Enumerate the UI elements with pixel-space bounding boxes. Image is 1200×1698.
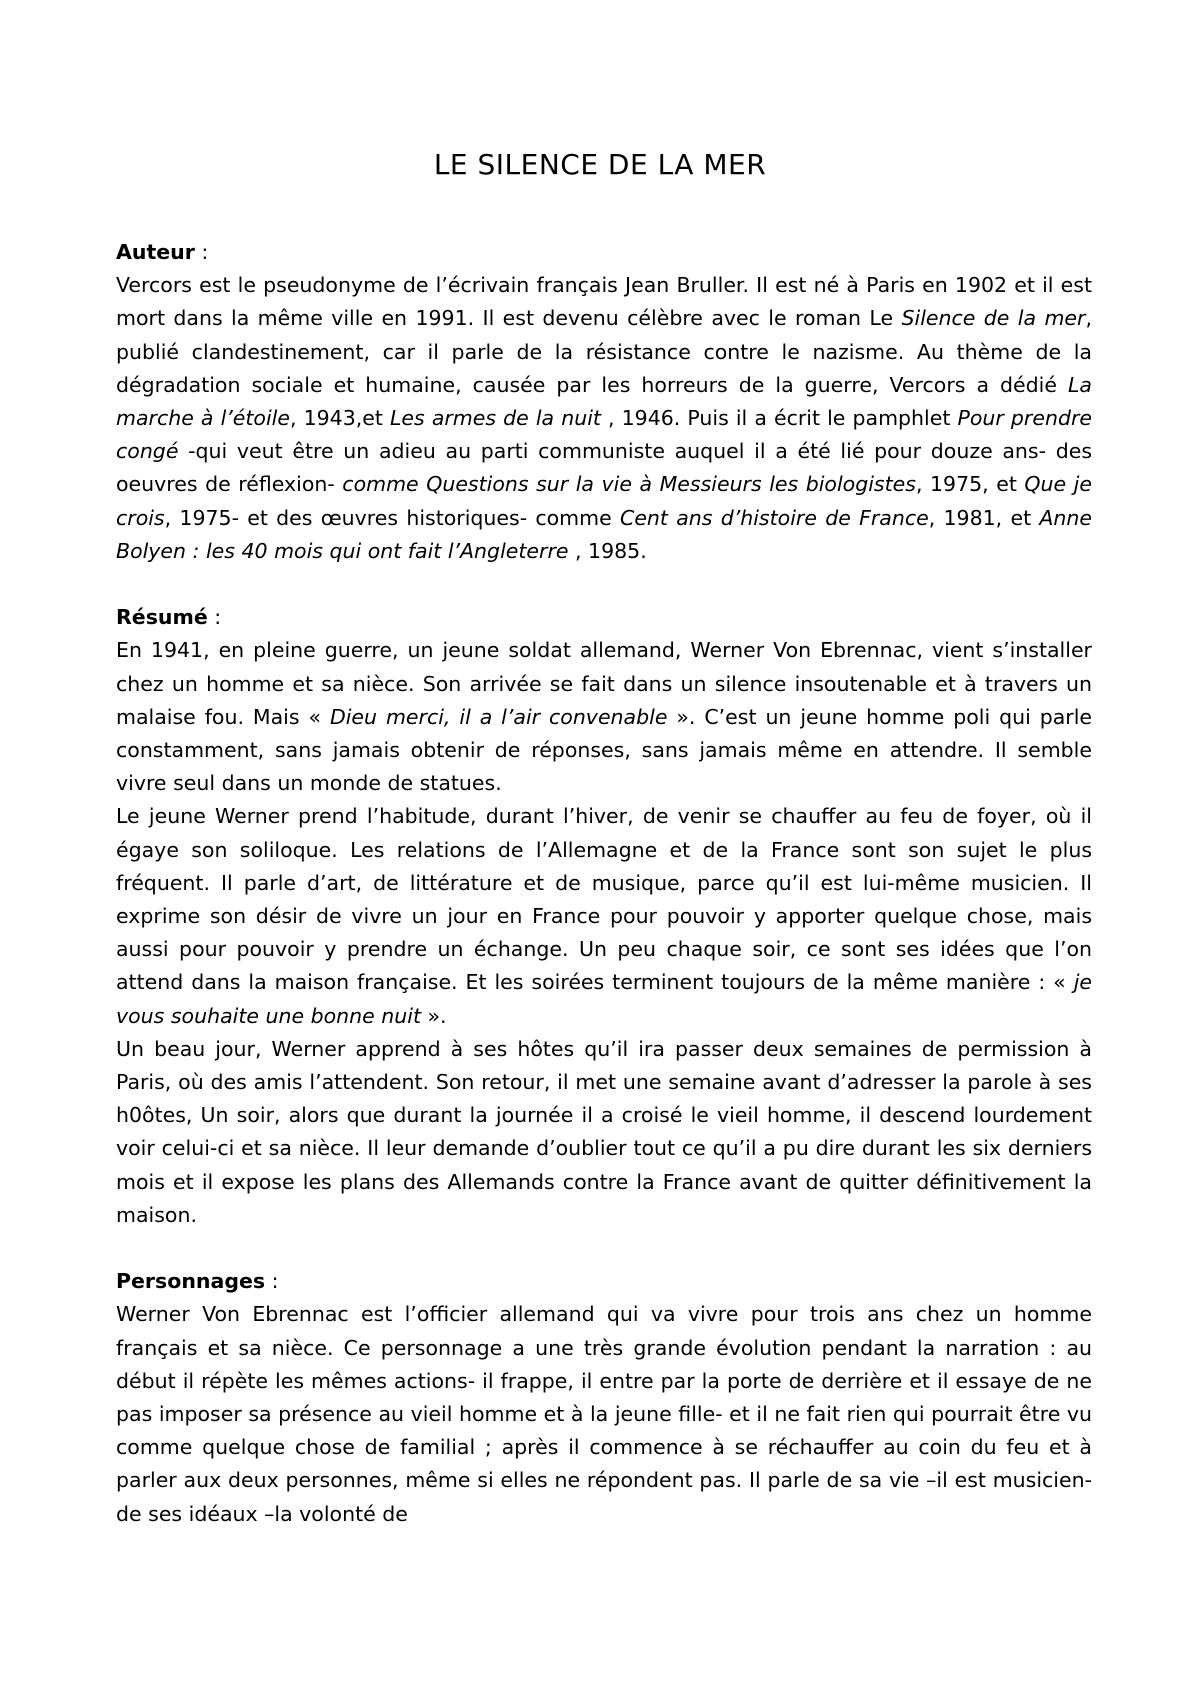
italic-text: Cent ans d’histoire de France [620,505,929,530]
paragraph-resume-1 [116,634,1092,800]
text-run: , 1975, et [915,472,1025,497]
text-run: , 1981, et [928,505,1040,530]
section-heading-resume [116,601,1092,634]
heading-colon: : [194,240,209,264]
text-run: Un beau jour, Werner apprend à ses hôtes qu’il ira passer deux semaines de permission à Paris, où des amis l’attendent. Son retour, il met une semaine avant d’adresser la parole à ses h0ôtes, Un soir, alors que durant la journée il a croisé le vieil homme, il descend lourdement voir celui-ci et sa nièce. Il leur demande d’oublier tout ce qu’il a pu dire durant les six derniers mois et il expose les plans des Allemands contre la France avant de quitter définitivement la maison. [116,1036,1092,1227]
paragraph-resume-3 [116,1033,1092,1232]
italic-text: Que je crois [116,472,1092,530]
heading-colon: : [265,1269,279,1294]
paragraph-gap [116,568,1092,601]
section-heading-personnages [116,1265,1092,1298]
paragraph-resume-2 [116,800,1092,1032]
text-run: Le jeune Werner prend l’habitude, durant l’hiver, de venir se chauffer au feu de foyer, où il égaye son soliloque. Les relations de l’Allemagne et de la France sont son sujet le plus fréquent. Il parle d’art, de littérature et de musique, parce qu’il est lui-même musicien. Il exprime son désir de vivre un jour en France pour pouvoir y apporter quelque chose, mais aussi pour pouvoir y prendre un échange. Un peu chaque soir, ce sont ses idées que l’on attend dans la maison française. Et les soirées terminent toujours de la même manière : « [116,804,1092,995]
paragraph-gap [116,1232,1092,1265]
section-personnages [116,1265,1092,1531]
text-run: , 1946. Puis il a écrit le pamphlet [600,406,958,431]
paragraph-personnages [116,1298,1092,1530]
text-run: ». C’est un jeune homme poli qui parle constamment, sans jamais obtenir de réponses, sans jamais même en attendre. Il semble vivre seul dans un monde de statues. [116,704,1093,796]
text-run: Vercors est le pseudonyme de l’écrivain français Jean Bruller. Il est né à Paris en 1902 et il est mort dans la même ville en 1991. Il est devenu célèbre avec le roman Le [116,273,1092,331]
italic-text: Dieu merci, il a l’air convenable [329,704,668,729]
text-run: Werner Von Ebrennac est l’officier allemand qui va vivre pour trois ans chez un homme français et sa nièce. Ce personnage a une très grande évolution pendant la narration : au début il répète les mêmes actions- il frappe, il entre par la porte de derrière et il essaye de ne pas imposer sa présence au vieil homme et à la jeune fille- et il ne fait rien qui pourrait être vu comme quelque chose de familial ; après il commence à se réchauffer au coin du feu et à parler aux deux personnes, même si elles ne répondent pas. Il parle de sa vie –il est musicien- de ses idéaux –la volonté de [116,1302,1092,1526]
text-run: , publié clandestinement, car il parle de la résistance contre le nazisme. Au thème de la dégradation sociale et humaine, causée par les horreurs de la guerre, Vercors a dédié [116,306,1092,397]
text-run: , 1985. [568,538,647,563]
heading-text: Personnages [116,1269,266,1294]
italic-text: La marche à l’étoile [116,372,1092,431]
heading-text: Résumé [116,605,208,630]
document-title: LE SILENCE DE LA MER [433,148,767,181]
italic-text: Silence de la mer [901,306,1086,331]
italic-text: comme Questions sur la vie à Messieurs les biologistes [342,472,916,497]
text-run: , 1975- et des œuvres historiques- comme [164,505,620,530]
italic-text: je vous souhaite une bonne nuit [116,970,1092,1028]
text-run: , 1943,et [289,406,391,431]
text-run: -qui veut être un adieu au parti communiste auquel il a été lié pour douze ans- des oeuvres de réflexion- [116,439,1092,497]
heading-colon: : [207,605,222,630]
italic-text: Anne Bolyen : les 40 mois qui ont fait l’Angleterre [116,505,1092,563]
paragraph-auteur [116,269,1092,568]
section-heading-auteur [116,236,1092,269]
section-resume [116,601,1092,1232]
section-auteur [116,236,1092,568]
italic-text: Pour prendre congé [116,406,1092,464]
italic-text: Les armes de la nuit [390,406,601,431]
heading-text: Auteur [116,240,195,264]
document-body [116,236,1092,1531]
text-run: En 1941, en pleine guerre, un jeune soldat allemand, Werner Von Ebrennac, vient s’installer chez un homme et sa nièce. Son arrivée se fait dans un silence insoutenable et à travers un malaise fou. Mais « [116,638,1092,729]
text-run: ». [421,1003,447,1028]
